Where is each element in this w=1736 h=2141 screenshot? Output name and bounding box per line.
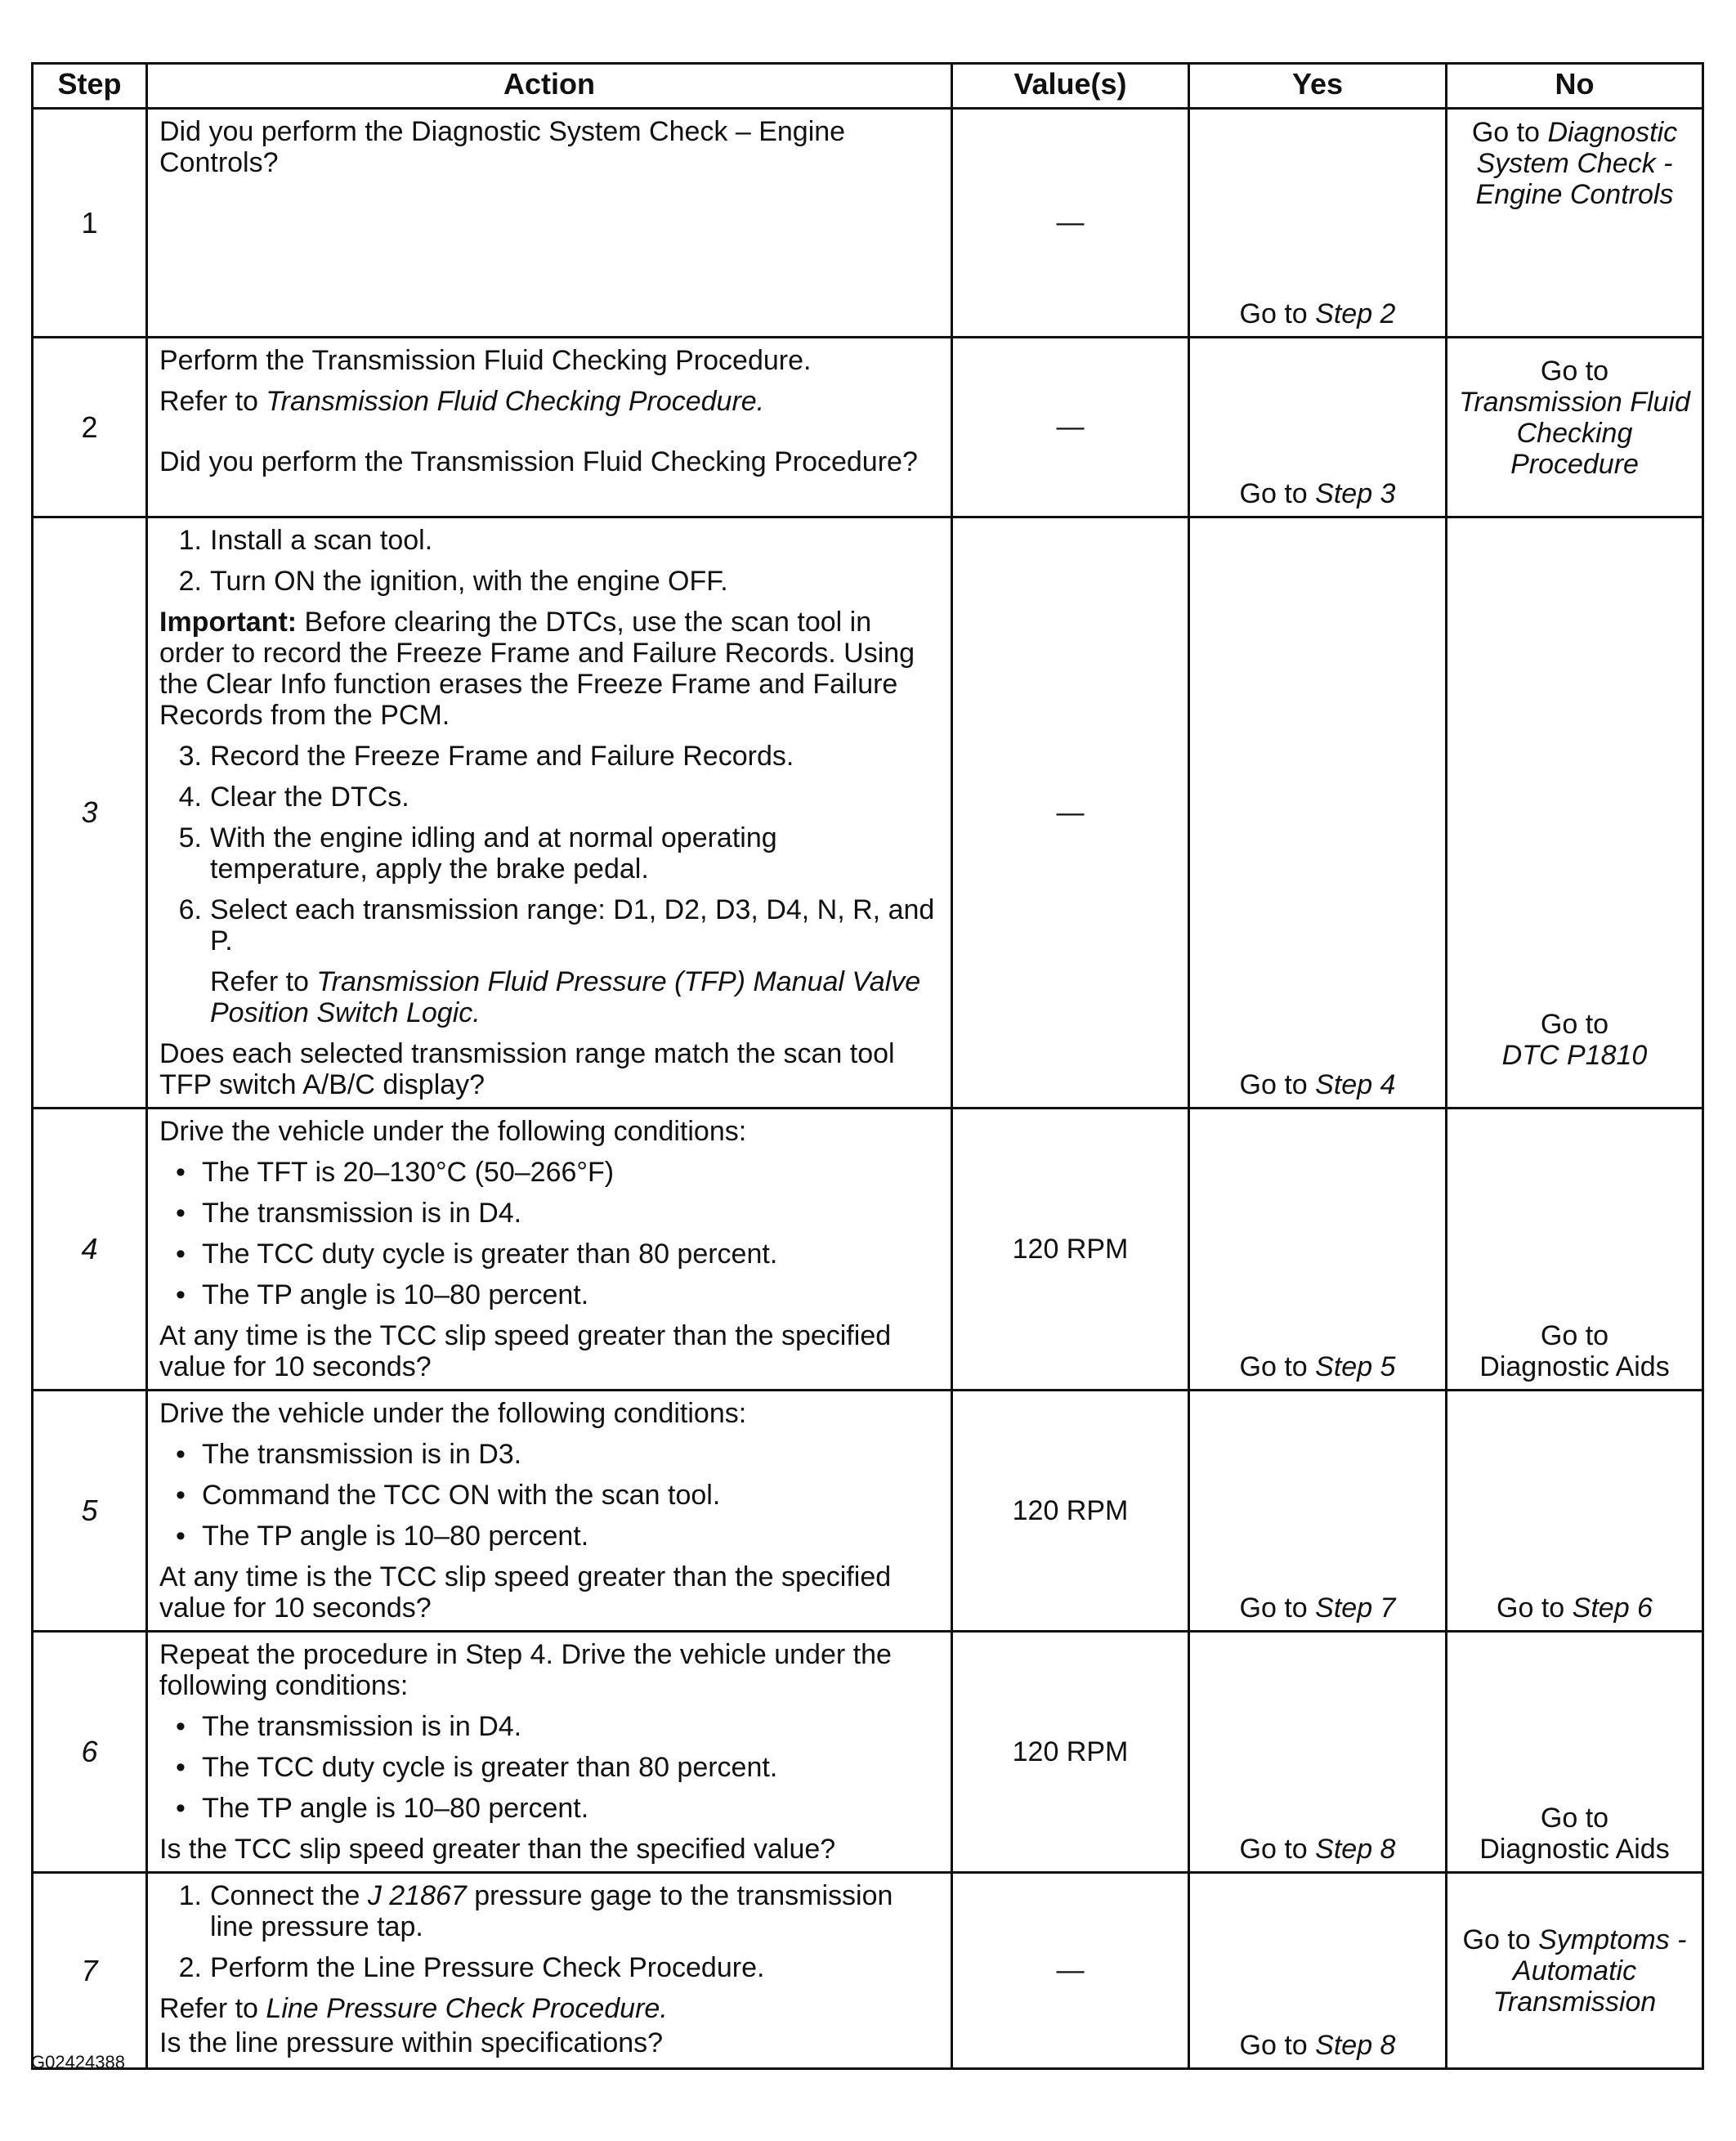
no-goto [1448,339,1701,486]
step-number: 3 [33,517,147,1109]
figure-id: G02424388 [31,2052,125,2072]
step-link[interactable]: Step 6 [1572,1592,1653,1624]
step-number: 1 [33,109,147,338]
bullet-item: • The transmission is in D4. [176,1711,522,1742]
action-cell [147,338,952,517]
no-cell [1447,1109,1703,1391]
no-goto [1448,110,1701,217]
table-row [33,1873,1703,2069]
goto-prefix: Go to [1540,1009,1609,1040]
procedure-link[interactable]: Transmission Fluid Checking Procedure [1459,387,1690,480]
no-goto [1447,1918,1702,2024]
step-link[interactable]: Step 7 [1315,1592,1396,1624]
yes-cell [1189,1632,1447,1873]
no-goto [1447,1009,1702,1071]
action-question: Did you perform the Diagnostic System Check – Engine Controls? [159,116,846,178]
action-question: Is the line pressure within specifications? [159,2027,664,2058]
yes-goto [1190,2030,1445,2061]
bullet-item: • Command the TCC ON with the scan tool. [176,1480,721,1511]
no-cell [1447,1632,1703,1873]
refer-prefix: Refer to [210,966,309,997]
goto-prefix: Go to [1239,478,1308,509]
action-cell [147,1391,952,1632]
bullet-item: • The TFT is 20–130°C (50–266°F) [176,1157,615,1188]
bullet-item: • The TCC duty cycle is greater than 80 percent. [176,1238,778,1270]
yes-goto [1190,478,1445,509]
bullet-item: • The TP angle is 10–80 percent. [176,1793,589,1824]
step-link[interactable]: Step 5 [1315,1351,1396,1382]
no-cell [1447,517,1703,1109]
action-cell [147,517,952,1109]
step-number: 7 [33,1873,147,2069]
table-row [33,338,1703,517]
no-goto [1447,1320,1702,1382]
dtc-link[interactable]: DTC P1810 [1501,1040,1648,1071]
numbered-step: 2. Perform the Line Pressure Check Procedure. [178,1952,765,1983]
value-cell: — [952,1873,1189,2069]
action-question: Did you perform the Transmission Fluid Checking Procedure? [159,446,918,477]
no-cell [1447,338,1703,517]
table-row [33,1109,1703,1391]
action-cell [147,1632,952,1873]
no-cell [1447,1391,1703,1632]
procedure-link[interactable]: Diagnostic Aids [1479,1351,1670,1382]
bullet-item: • The TP angle is 10–80 percent. [176,1521,589,1552]
goto-prefix: Go to [1540,1320,1609,1351]
header-row [33,64,1703,109]
step-number: 2 [33,338,147,517]
action-refer [159,386,939,417]
goto-prefix: Go to [1540,1803,1609,1834]
table-row [33,517,1703,1109]
yes-cell [1189,1391,1447,1632]
goto-prefix: Go to [1239,1592,1308,1624]
table-row [33,109,1703,338]
step-link[interactable]: Step 3 [1315,478,1396,509]
step-link[interactable]: Step 4 [1315,1069,1396,1100]
bullet-item: • The transmission is in D3. [176,1439,522,1470]
action-refer [159,966,939,1028]
bullet-item: • The transmission is in D4. [176,1198,522,1229]
yes-goto [1190,1834,1445,1865]
step-number: 6 [33,1632,147,1873]
goto-prefix: Go to [1239,1351,1308,1382]
bullet-item: • The TCC duty cycle is greater than 80 percent. [176,1752,778,1783]
no-cell [1447,109,1703,338]
diagnostic-table [31,62,1704,2070]
step-number: 5 [33,1391,147,1632]
header-no: No [1447,64,1703,109]
procedure-link[interactable]: Diagnostic System Check - Engine Controls [1475,117,1678,210]
procedure-link[interactable]: Transmission Fluid Checking Procedure. [266,386,765,417]
important-text: Before clearing the DTCs, use the scan tool in order to record the Freeze Frame and Failure Records. Using the Clear Info function erases the Freeze Frame and Failure Records from the PCM. [159,607,915,731]
step-link[interactable]: Step 8 [1315,1834,1396,1865]
step-number: 4 [33,1109,147,1391]
tool-number: J 21867 [367,1880,467,1911]
table-row [33,1391,1703,1632]
value-cell: — [952,109,1189,338]
yes-cell [1189,338,1447,517]
value-cell: — [952,338,1189,517]
action-cell [147,1873,952,2069]
action-cell [147,109,952,338]
no-cell [1447,1873,1703,2069]
important-label: Important: [159,607,298,638]
step-link[interactable]: Step 2 [1315,298,1396,329]
numbered-step: 1. Connect the J 21867 pressure gage to the transmission line pressure tap. [178,1880,893,1942]
value-cell: 120 RPM [952,1632,1189,1873]
header-action: Action [147,64,952,109]
procedure-link[interactable]: Symptoms - Automatic Transmission [1492,1924,1687,2018]
bullet-item: • The TP angle is 10–80 percent. [176,1279,589,1310]
no-goto [1447,1803,1702,1865]
yes-cell [1189,1109,1447,1391]
action-text: Perform the Transmission Fluid Checking Procedure. [159,345,812,376]
goto-prefix: Go to [1239,298,1308,329]
step-link[interactable]: Step 8 [1315,2030,1396,2061]
yes-cell [1189,109,1447,338]
procedure-link[interactable]: Line Pressure Check Procedure. [266,1993,668,2024]
procedure-link[interactable]: Transmission Fluid Pressure (TFP) Manual Valve Position Switch Logic. [210,966,921,1028]
value-cell: 120 RPM [952,1109,1189,1391]
goto-prefix: Go to [1239,1069,1308,1100]
numbered-step: 6. Select each transmission range: D1, D2, D3, D4, N, R, and P. [178,894,935,956]
goto-prefix: Go to [1471,117,1540,148]
numbered-step: 5. With the engine idling and at normal operating temperature, apply the brake pedal. [178,822,777,885]
yes-goto [1190,1351,1445,1382]
procedure-link[interactable]: Diagnostic Aids [1479,1834,1670,1865]
numbered-step: 1. Install a scan tool. [178,525,433,556]
header-values: Value(s) [952,64,1189,109]
action-text: Repeat the procedure in Step 4. Drive the vehicle under the following conditions: [159,1639,892,1701]
value-cell: 120 RPM [952,1391,1189,1632]
value-cell: — [952,517,1189,1109]
action-refer [159,1993,939,2024]
goto-prefix: Go to [1239,2030,1308,2061]
numbered-step: 3. Record the Freeze Frame and Failure Records. [178,741,794,772]
numbered-step: 4. Clear the DTCs. [178,782,409,813]
refer-prefix: Refer to [159,1993,258,2024]
action-cell [147,1109,952,1391]
yes-goto [1190,1592,1445,1624]
numbered-step: 2. Turn ON the ignition, with the engine OFF. [178,566,728,597]
action-text: Drive the vehicle under the following conditions: [159,1398,747,1429]
goto-prefix: Go to [1540,356,1609,387]
header-yes: Yes [1189,64,1447,109]
action-question: At any time is the TCC slip speed greater than the specified value for 10 seconds? [159,1561,892,1624]
action-text: Drive the vehicle under the following conditions: [159,1116,747,1147]
refer-prefix: Refer to [159,386,258,417]
action-question: At any time is the TCC slip speed greater than the specified value for 10 seconds? [159,1320,892,1382]
yes-cell [1189,1873,1447,2069]
goto-prefix: Go to [1497,1592,1565,1624]
yes-goto [1190,298,1445,329]
no-goto [1447,1592,1702,1624]
action-question: Is the TCC slip speed greater than the specified value? [159,1834,836,1865]
goto-prefix: Go to [1239,1834,1308,1865]
header-step: Step [33,64,147,109]
action-question: Does each selected transmission range match the scan tool TFP switch A/B/C display? [159,1038,895,1100]
yes-goto [1190,1069,1445,1100]
important-note [159,607,939,731]
yes-cell [1189,517,1447,1109]
goto-prefix: Go to [1462,1924,1531,1955]
table-row [33,1632,1703,1873]
